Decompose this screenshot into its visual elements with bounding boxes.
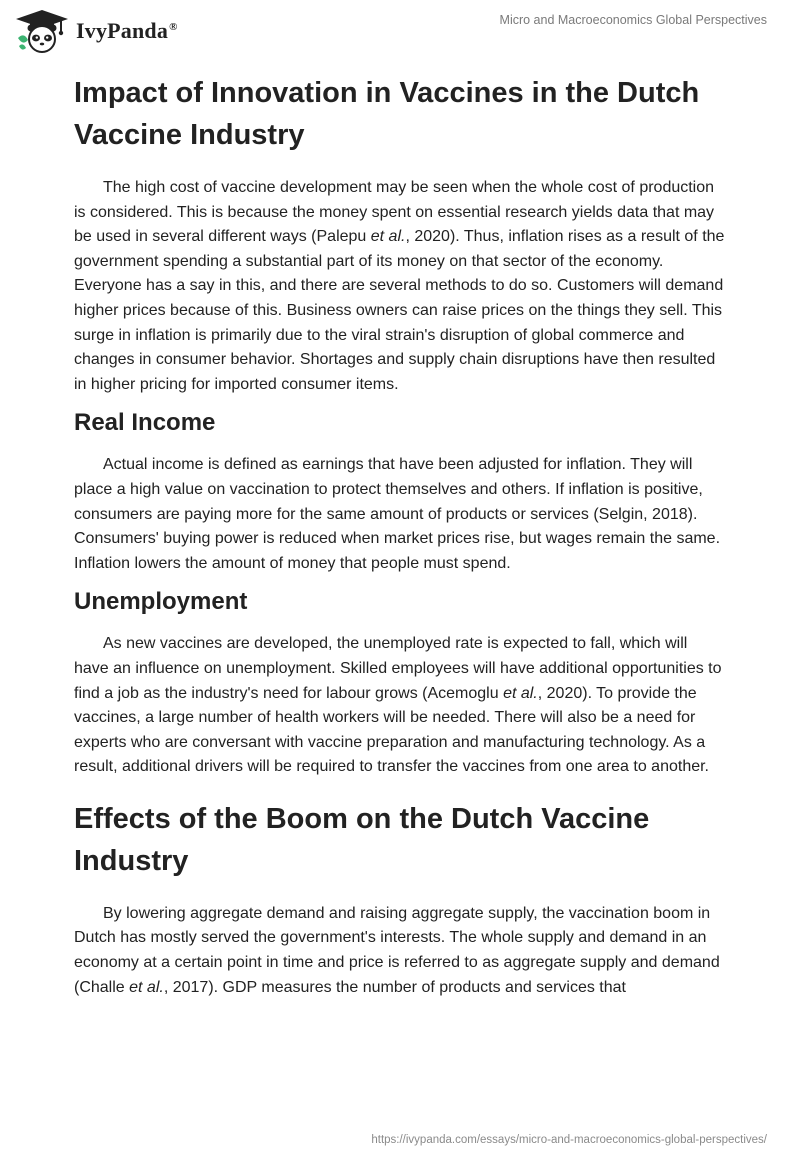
ivypanda-logo[interactable]	[14, 8, 178, 54]
paragraph-real-income: Actual income is defined as earnings that have been adjusted for inflation. They will place a high value on vaccination to protect themselves and others. If inflation is positive, consumers are paying more for the same amount of products or services (Selgin, 2018). Consumers' buying power is reduced when market prices rise, but wages remain the same. Inflation lowers the amount of money that people must spend.	[74, 456, 721, 572]
document-title: Micro and Macroeconomics Global Perspectives	[499, 13, 767, 27]
section-heading-innovation: Impact of Innovation in Vaccines in the Dutch Vaccine Industry	[74, 77, 700, 151]
source-url-link[interactable]: https://ivypanda.com/essays/micro-and-macroeconomics-global-perspectives/	[371, 1134, 767, 1146]
registered-mark: ®	[169, 20, 178, 33]
paragraph-unemployment: As new vaccines are developed, the unemployed rate is expected to fall, which will have an influence on unemployment. Skilled employees will have additional opportunities to find a job as the industry's need for labour grows (Acemoglu et al., 2020). To provide the vaccines, a large number of health workers will be needed. There will also be a need for experts who are conversant with vaccine preparation and manufacturing technology. As a result, additional drivers will be required to transfer the vaccines from one area to another.	[74, 635, 722, 776]
section-heading-unemployment: Unemployment	[74, 588, 248, 616]
essay-content	[74, 68, 726, 1010]
section-heading-real-income: Real Income	[74, 409, 216, 437]
logo-wordmark: IvyPanda®	[76, 18, 178, 43]
paragraph-boom-effects: By lowering aggregate demand and raising aggregate supply, the vaccination boom in Dutch has mostly served the government's interests. The whole supply and demand in an economy at a certain point in time and price is referred to as aggregate supply and demand (Challe et al., 2017). GDP measures the number of products and services that	[74, 904, 720, 996]
panda-logo-icon	[14, 8, 70, 54]
paragraph-innovation: The high cost of vaccine development may be seen when the whole cost of production is considered. This is because the money spent on essential research yields data that may be used in several different ways (Palepu et al., 2020). Thus, inflation rises as a result of the government spending a substantial part of its money on that sector of the economy. Everyone has a say in this, and there are several methods to do so. Customers will demand higher prices because of this. Business owners can raise prices on the things they sell. This surge in inflation is primarily due to the viral strain's disruption of global commerce and changes in consumer behavior. Shortages and supply chain disruptions have then resulted in higher pricing for imported consumer items.	[74, 179, 725, 393]
section-heading-boom-effects: Effects of the Boom on the Dutch Vaccine Industry	[74, 802, 650, 877]
page-header	[0, 0, 800, 62]
